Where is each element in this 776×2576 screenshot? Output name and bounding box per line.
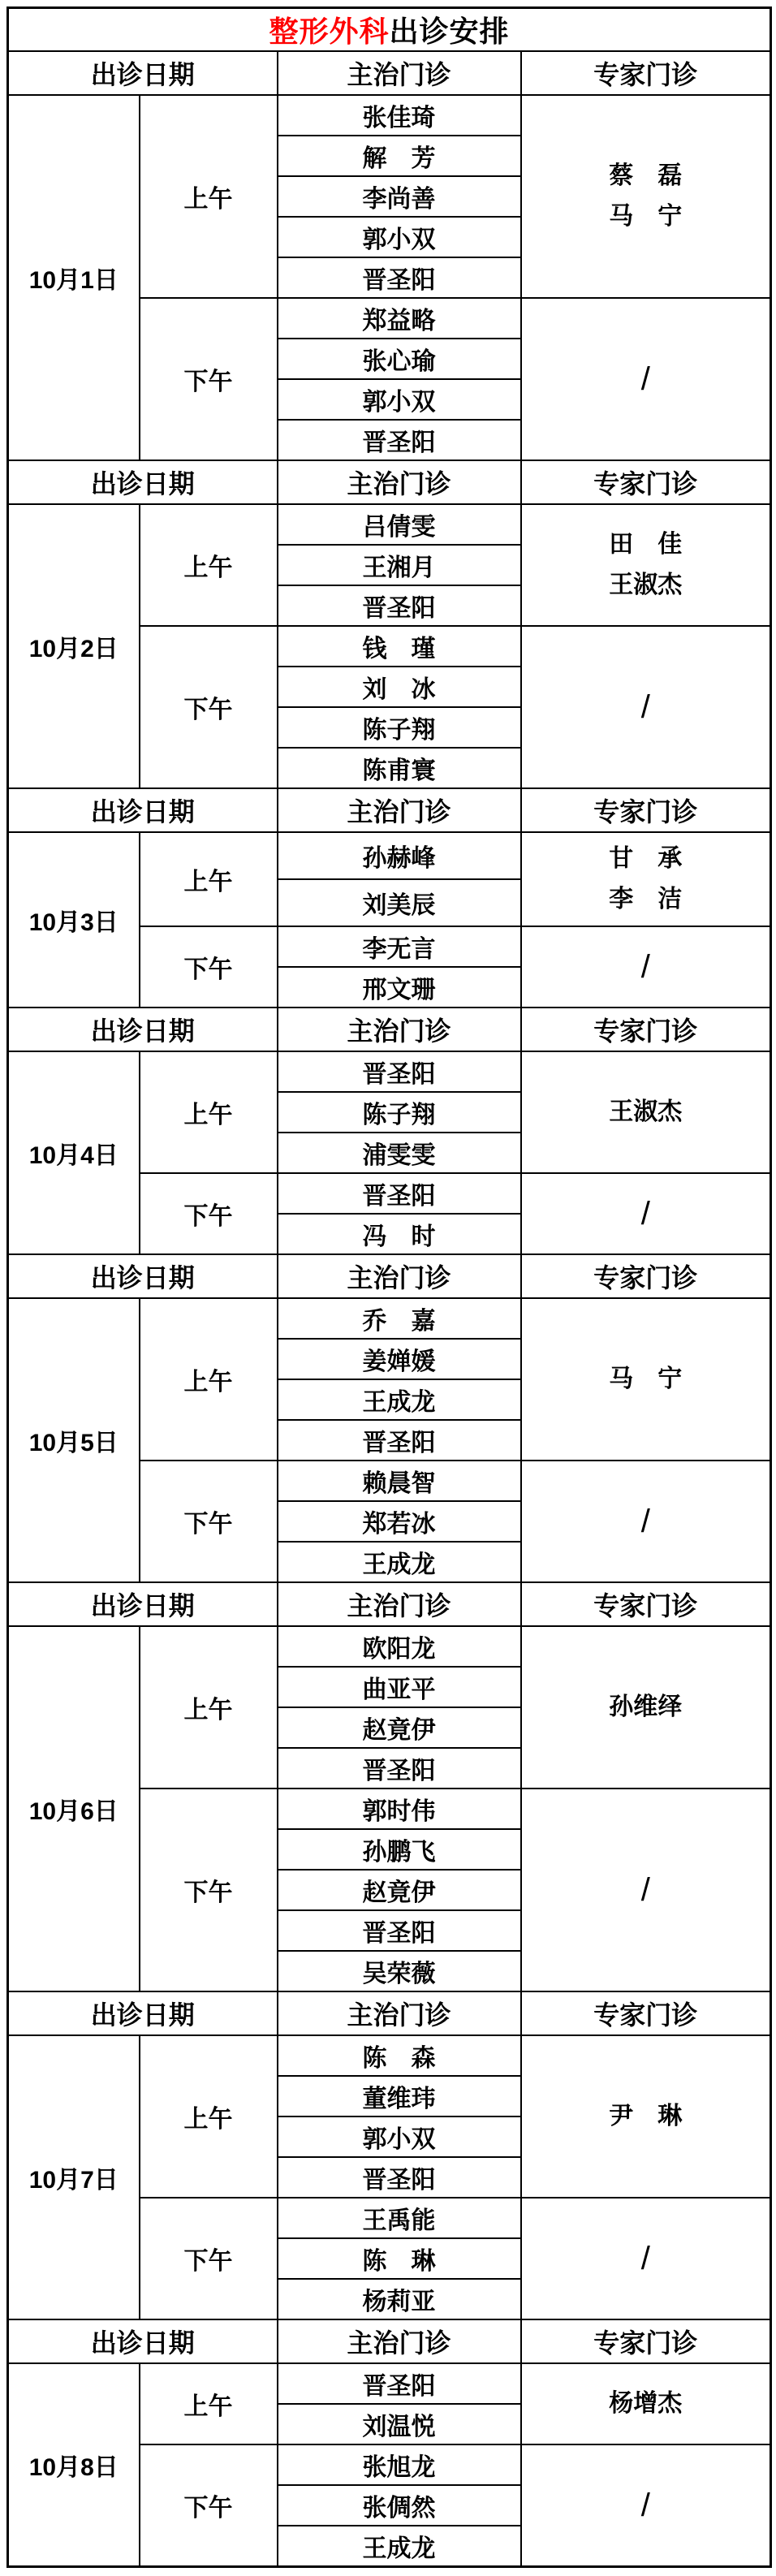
schedule-row <box>8 504 771 545</box>
section-header-row <box>8 2319 771 2363</box>
title-row <box>8 8 771 52</box>
doctor-cell: 孙赫峰 <box>278 832 521 879</box>
doctor-cell: 王成龙 <box>278 2526 521 2567</box>
expert-name: 马 宁 <box>609 202 683 230</box>
doctor-cell: 张倜然 <box>278 2485 521 2526</box>
doctor-cell: 刘 冰 <box>278 667 521 707</box>
session-cell-afternoon: 下午 <box>140 926 278 1008</box>
doctor-cell: 李无言 <box>278 926 521 967</box>
doctor-cell: 陈 森 <box>278 2035 521 2076</box>
column-header-date: 出诊日期 <box>8 1008 278 1051</box>
doctor-cell: 浦雯雯 <box>278 1133 521 1173</box>
doctor-cell: 赖晨智 <box>278 1461 521 1501</box>
expert-name: 王淑杰 <box>609 571 683 598</box>
expert-cell-morning <box>521 2035 771 2198</box>
doctor-cell: 赵竟伊 <box>278 1707 521 1748</box>
session-cell-morning: 上午 <box>140 1051 278 1173</box>
expert-name: 孙维绎 <box>609 1693 683 1720</box>
column-header-date: 出诊日期 <box>8 2319 278 2363</box>
page-title-suffix: 出诊安排 <box>389 15 510 48</box>
session-cell-afternoon: 下午 <box>140 298 278 460</box>
date-cell: 10月3日 <box>8 832 140 1008</box>
section-header-row <box>8 1582 771 1626</box>
doctor-cell: 郑益略 <box>278 298 521 339</box>
column-header-expert: 专家门诊 <box>521 1991 771 2035</box>
expert-cell-morning <box>521 2363 771 2444</box>
date-cell: 10月5日 <box>8 1298 140 1582</box>
date-cell: 10月4日 <box>8 1051 140 1254</box>
column-header-expert: 专家门诊 <box>521 51 771 95</box>
expert-cell-morning <box>521 95 771 298</box>
session-cell-afternoon: 下午 <box>140 1789 278 1991</box>
session-cell-morning: 上午 <box>140 1626 278 1789</box>
column-header-attending: 主治门诊 <box>278 788 521 832</box>
doctor-cell: 吴荣薇 <box>278 1951 521 1991</box>
doctor-cell: 晋圣阳 <box>278 1173 521 1214</box>
expert-cell-morning <box>521 1051 771 1173</box>
doctor-cell: 董维玮 <box>278 2076 521 2116</box>
doctor-cell: 郭小双 <box>278 217 521 257</box>
expert-name: 马 宁 <box>609 1365 683 1392</box>
date-cell: 10月1日 <box>8 95 140 460</box>
expert-cell-afternoon <box>521 298 771 460</box>
doctor-cell: 晋圣阳 <box>278 585 521 626</box>
doctor-cell: 赵竟伊 <box>278 1870 521 1910</box>
doctor-cell: 晋圣阳 <box>278 1420 521 1461</box>
no-expert-slash: / <box>640 2241 650 2276</box>
column-header-attending: 主治门诊 <box>278 2319 521 2363</box>
expert-name: 田 佳 <box>609 531 683 558</box>
doctor-cell: 欧阳龙 <box>278 1626 521 1667</box>
doctor-cell: 晋圣阳 <box>278 2157 521 2198</box>
expert-cell-afternoon <box>521 626 771 788</box>
doctor-cell: 晋圣阳 <box>278 257 521 298</box>
doctor-cell: 刘温悦 <box>278 2404 521 2444</box>
column-header-date: 出诊日期 <box>8 51 278 95</box>
expert-cell-morning <box>521 1626 771 1789</box>
page-title <box>8 8 771 52</box>
doctor-cell: 晋圣阳 <box>278 1748 521 1789</box>
doctor-cell: 晋圣阳 <box>278 420 521 460</box>
doctor-cell: 晋圣阳 <box>278 1051 521 1092</box>
expert-cell-afternoon <box>521 926 771 1008</box>
expert-cell-morning <box>521 504 771 626</box>
column-header-date: 出诊日期 <box>8 460 278 504</box>
doctor-cell: 晋圣阳 <box>278 1910 521 1951</box>
page-title-department: 整形外科 <box>269 15 390 48</box>
expert-cell-morning <box>521 1298 771 1461</box>
expert-name: 杨增杰 <box>609 2389 683 2417</box>
doctor-cell: 王成龙 <box>278 1542 521 1582</box>
doctor-cell: 张旭龙 <box>278 2444 521 2485</box>
expert-cell-afternoon <box>521 1461 771 1582</box>
session-cell-morning: 上午 <box>140 2035 278 2198</box>
column-header-attending: 主治门诊 <box>278 51 521 95</box>
column-header-expert: 专家门诊 <box>521 2319 771 2363</box>
no-expert-slash: / <box>640 689 650 725</box>
column-header-expert: 专家门诊 <box>521 1008 771 1051</box>
date-cell: 10月8日 <box>8 2363 140 2567</box>
schedule-row <box>8 1051 771 1092</box>
doctor-cell: 陈子翔 <box>278 1092 521 1133</box>
no-expert-slash: / <box>640 361 650 397</box>
schedule-row <box>8 1298 771 1339</box>
column-header-attending: 主治门诊 <box>278 1254 521 1298</box>
doctor-cell: 邢文珊 <box>278 967 521 1008</box>
session-cell-morning: 上午 <box>140 832 278 926</box>
schedule-row <box>8 95 771 136</box>
expert-cell-afternoon <box>521 2444 771 2567</box>
doctor-cell: 杨莉亚 <box>278 2279 521 2319</box>
doctor-cell: 王成龙 <box>278 1379 521 1420</box>
no-expert-slash: / <box>640 2488 650 2523</box>
doctor-cell: 张佳琦 <box>278 95 521 136</box>
expert-name: 王淑杰 <box>609 1098 683 1125</box>
schedule-row <box>8 1626 771 1667</box>
doctor-cell: 王湘月 <box>278 545 521 585</box>
expert-cell-afternoon <box>521 1789 771 1991</box>
column-header-expert: 专家门诊 <box>521 1254 771 1298</box>
expert-name: 尹 琳 <box>609 2102 683 2129</box>
column-header-expert: 专家门诊 <box>521 460 771 504</box>
doctor-cell: 解 芳 <box>278 136 521 176</box>
section-header-row <box>8 788 771 832</box>
doctor-cell: 乔 嘉 <box>278 1298 521 1339</box>
doctor-cell: 钱 瑾 <box>278 626 521 667</box>
doctor-cell: 姜婵媛 <box>278 1339 521 1379</box>
expert-cell-afternoon <box>521 1173 771 1254</box>
doctor-cell: 张心瑜 <box>278 339 521 379</box>
session-cell-afternoon: 下午 <box>140 2444 278 2567</box>
doctor-cell: 陈 琳 <box>278 2238 521 2279</box>
section-header-row <box>8 51 771 95</box>
session-cell-afternoon: 下午 <box>140 1461 278 1582</box>
column-header-expert: 专家门诊 <box>521 788 771 832</box>
doctor-cell: 陈甫寰 <box>278 748 521 788</box>
session-cell-morning: 上午 <box>140 1298 278 1461</box>
session-cell-afternoon: 下午 <box>140 626 278 788</box>
section-header-row <box>8 1991 771 2035</box>
doctor-cell: 曲亚平 <box>278 1667 521 1707</box>
doctor-cell: 郭时伟 <box>278 1789 521 1829</box>
no-expert-slash: / <box>640 1872 650 1908</box>
session-cell-morning: 上午 <box>140 2363 278 2444</box>
no-expert-slash: / <box>640 1504 650 1539</box>
section-header-row <box>8 1008 771 1051</box>
session-cell-morning: 上午 <box>140 95 278 298</box>
doctor-cell: 孙鹏飞 <box>278 1829 521 1870</box>
doctor-cell: 郭小双 <box>278 2116 521 2157</box>
expert-cell-afternoon <box>521 2198 771 2319</box>
doctor-cell: 冯 时 <box>278 1214 521 1254</box>
session-cell-morning: 上午 <box>140 504 278 626</box>
schedule-row <box>8 2035 771 2076</box>
column-header-attending: 主治门诊 <box>278 1991 521 2035</box>
doctor-cell: 郑若冰 <box>278 1501 521 1542</box>
column-header-attending: 主治门诊 <box>278 460 521 504</box>
doctor-cell: 刘美辰 <box>278 879 521 926</box>
doctor-cell: 晋圣阳 <box>278 2363 521 2404</box>
schedule-table <box>6 6 772 2568</box>
schedule-table-body <box>8 8 771 2567</box>
expert-name: 蔡 磊 <box>609 162 683 189</box>
date-cell: 10月6日 <box>8 1626 140 1991</box>
doctor-cell: 郭小双 <box>278 379 521 420</box>
section-header-row <box>8 1254 771 1298</box>
expert-cell-morning <box>521 832 771 926</box>
column-header-attending: 主治门诊 <box>278 1582 521 1626</box>
doctor-cell: 李尚善 <box>278 176 521 217</box>
doctor-cell: 王禹能 <box>278 2198 521 2238</box>
column-header-date: 出诊日期 <box>8 1582 278 1626</box>
schedule-row <box>8 832 771 879</box>
column-header-attending: 主治门诊 <box>278 1008 521 1051</box>
expert-name: 李 洁 <box>609 885 683 913</box>
no-expert-slash: / <box>640 949 650 985</box>
expert-name: 甘 承 <box>609 845 683 872</box>
session-cell-afternoon: 下午 <box>140 1173 278 1254</box>
date-cell: 10月2日 <box>8 504 140 788</box>
column-header-date: 出诊日期 <box>8 788 278 832</box>
session-cell-afternoon: 下午 <box>140 2198 278 2319</box>
doctor-cell: 陈子翔 <box>278 707 521 748</box>
section-header-row <box>8 460 771 504</box>
date-cell: 10月7日 <box>8 2035 140 2319</box>
column-header-expert: 专家门诊 <box>521 1582 771 1626</box>
doctor-cell: 吕倩雯 <box>278 504 521 545</box>
no-expert-slash: / <box>640 1196 650 1232</box>
column-header-date: 出诊日期 <box>8 1254 278 1298</box>
column-header-date: 出诊日期 <box>8 1991 278 2035</box>
schedule-row <box>8 2363 771 2404</box>
